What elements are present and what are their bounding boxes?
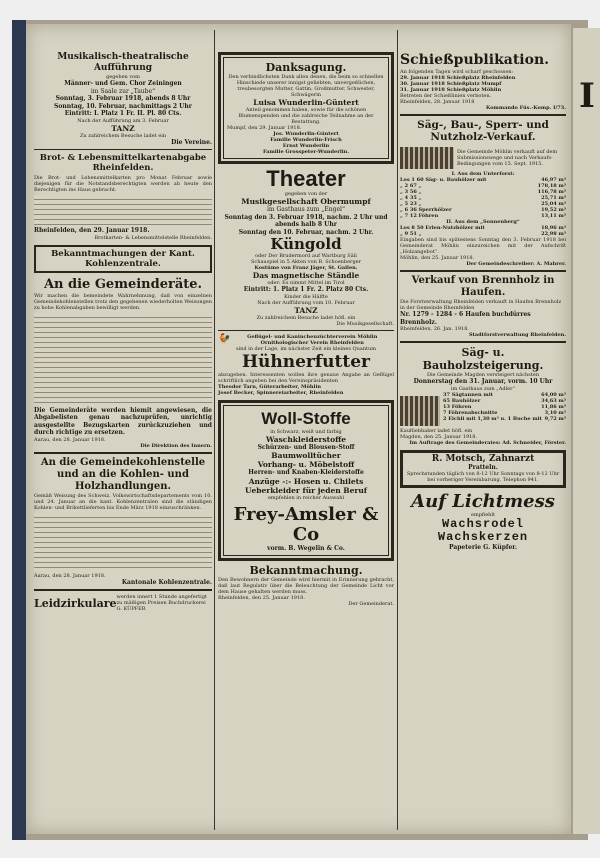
book-spine — [12, 20, 26, 840]
timber-sale-notice: Säg-, Bau-, Sperr- und Nutzholz-Verkauf. Die Gemeinde Möhlin verkauft auf dem Submissionswege und nach Verkaufs-Bedingungen vom 15. Sept. 1915. I. Aus dem Unterforst: Los 1 60 Säg- u. Bauhölzer mit 46,97 m³ „ 2 67 „ 178,18 m³ „ 3 56 „ 116,78 m³ „ 4 35 „ 25,71 m³ „ 5 23 „ 25,04 m³ „ 6 36 Sperrhölzer 19,52 m³ „ 7 12 Föhren 13,11 m³ II. Aus dem „Sonnenberg“ Los 8 50 Erlen-Nutzhölzer mit 18,96 m³ „ 9 51 „ 22,98 m³ Eingaben sind bis spätestens Sonntag den 3. Februar 1918 bei Gemeinderat Möhlin einzureichen mit der Aufschrift „Holzangebot“. Möhlin, den 25. Januar 1918. Der Gemeindeschreiber: A. Mahrer. — [400, 119, 566, 267]
shooting-notice: Schießpublikation. An folgenden Tagen wird scharf geschossen: 29. Januar 1918 Schießplatz Rheinfelden 30. Januar 1918 Schießplatz Mumpf 31. Januar 1918 Schießplatz Möhlin Betreten der Schießlinien verboten. Rheinfelden, 28. Januar 1918 Kommando Füs.-Komp. I/73. — [400, 52, 566, 111]
lot-row: „ 5 23 „ 25,04 m³ — [400, 201, 566, 207]
timber-lot-list — [400, 177, 566, 219]
funeral-circular-ad: Leidzirkulare werden innert 1 Stunde angefertigt zu mäßigen Preisen Buchdruckerei G. KÜPFER — [34, 594, 207, 612]
column-rule — [397, 30, 398, 830]
lot-row: „ 6 36 Sperrhölzer 19,52 m³ — [400, 207, 566, 213]
timber-lot-list — [400, 225, 566, 237]
thanks-notice: Danksagung. Den verbindlichsten Dank allen denen, die beim so schnellen Hinschiede unserer innigst geliebten, unvergeßlichen, treubesorgten Mutter, Gattin, Großmutter, Schwester, Schwägerin Luisa Wunderlin-Güntert Anteil genommen haben, sowie für die schönen Blumenspenden und die zahlreiche Teilnahme an der Bestattung. Mumpf, den 29. Januar 1918. Jos. Wunderlin-Güntert Familie Wunderlin-Frisch Ernst Wunderlin Familie Grosspeter-Wunderlin. — [218, 52, 394, 164]
music-ad: Musikalisch-theatralische Aufführung gegeben vom Männer- und Gem. Chor Zeiningen im Saale zur „Taube“ Sonntag, 3. Februar 1918, abends 8 Uhr Sonntag, 10. Februar, nachmittags 2 Uhr Eintritt: I. Platz 1 Fr. II. Pl. 80 Cts. Nach der Aufführung am 3. Februar TANZ Zu zahlreichem Besuche ladet ein Die Vereine. — [34, 52, 212, 146]
rooster-icon: 🐓 — [218, 334, 231, 345]
column-middle — [218, 30, 394, 607]
timber-auction-notice: Säg- u. Bauholzsteigerung. Die Gemeinde Magden versteigert nächsten Donnerstag den 31. Januar, vorm. 10 Uhr im Gasthaus zum „Adler“ 37 Sägtannen mit 64,00 m³ 65 Bauhölzer 34,63 m³ 13 Föhren 11,86 m³ 7 Föhrenabschnitte 3,10 m³ 2 Eichli mit 1,30 m³ u. 1 Buche mit 9,72 m³ Kaufliebhaber ladet höfl. ein Magden, den 25. Januar 1918. Im Auftrage des Gemeinderates: Ad. Schneider, Förster. — [400, 346, 566, 446]
lot-row: Los 8 50 Erlen-Nutzhölzer mit 18,96 m³ — [400, 225, 566, 231]
auction-lot-list — [443, 392, 566, 422]
lot-row: 37 Sägtannen mit 64,00 m³ — [443, 391, 566, 398]
timber-illustration — [400, 147, 454, 169]
next-page-edge: I — [573, 28, 600, 834]
lighting-notice: Bekanntmachung. Den Bewohnern der Gemeinde wird hiermit in Erinnerung gebracht, daß laut Regulativ über die Beleuchtung der Gemeinde Licht vor dem Hause gehalten werden muss. Rheinfelden, den 25. Januar 1918. Der Gemeinderat. — [218, 564, 394, 607]
chicken-feed-ad: 🐓 Geflügel- und Kaninchenzüchterverein Möhlin Ornithologischer Verein Rheinfelden sind in der Lage, im nächster Zeit ein kleines Quantum Hühnerfutter abzugeben. Interessenten wollen ihre genaue Angabe an Geflügel schriftlich angeben bei den Vereinspräsidenten Theodor Tarn, Güterarbeiter, Möhlin Josef Becker, Spinnereiarbeiter, Rheinfelden — [218, 333, 394, 396]
newspaper-page — [26, 24, 571, 834]
dentist-ad: R. Motsch, Zahnarzt Pratteln. Sprechstunden täglich von 8-12 Uhr Sonntags von 8-12 Uhr bei vorheriger Vereinbarung. Telephon 941. — [400, 450, 566, 489]
lot-row: „ 7 12 Föhren 13,11 m³ — [400, 213, 566, 219]
lot-row: „ 9 51 „ 22,98 m³ — [400, 231, 566, 237]
councils-notice: An die Gemeinderäte. Wir machen die bemeindete Wahrnehmung, daß von einzelnen Gemeindekohlenstellen trotz den gegebenen wiederholten Weisungen zu hohe Kohlenabgaben bewilligt werden. Die Gemeinderäte werden hiemit angewiesen, die Abgabelisten genau nachzuprüfen, unrichtig ausgestellte Bezugskarten zurückzuziehen und durch richtige zu ersetzen. Aarau, den 28. Januar 1918. Die Direktion des Innern. — [34, 276, 212, 449]
lot-row: 65 Bauhölzer 34,63 m³ — [443, 397, 566, 404]
lot-row: 13 Föhren 11,86 m³ — [443, 403, 566, 410]
theater-ad: Theater gegeben von der Musikgesellschaft Obermumpf im Gasthaus zum „Engel“ Sonntag den 3. Februar 1918, nachm. 2 Uhr und abends halb 8 Uhr Sonntag den 10. Februar, nachm. 2 Uhr. Küngold oder Der Brudermord auf Wartburg Säli Schauspiel in 5 Akten von B. Schoenberger Kostüme von Franz Jäger, St. Gallen. Das magnetische Ständle oder: Es nimmt Mittel im Tirol Eintritt: 1. Platz 1 Fr. 2. Platz 80 Cts. Kinder die Hälfte Nach der Aufführung vom 10. Februar TANZ Zu zahlreichem Besuche ladet höfl. ein Die Musikgesellschaft. — [224, 166, 394, 327]
column-rule — [214, 30, 215, 830]
candlemas-ad: Auf Lichtmess empfiehlt Wachsrodel Wachskerzen Papeterie G. Küpfer. — [411, 491, 555, 551]
lot-row: 7 Föhrenabschnitte 3,10 m³ — [443, 409, 566, 416]
music-title: Musikalisch-theatralische Aufführung — [57, 52, 189, 73]
lot-row: „ 3 56 „ 116,78 m³ — [400, 189, 566, 195]
coal-dealers-notice: An die Gemeindekohlenstelle und an die Kohlen- und Holzhandlungen. Gemäß Weisung des Schweiz. Volkswirtschaftsdepartements vom 10. und 24. Januar an die kant. Kohlenzentralen sind die ständigen Kohlen- und Brikettlieferten bis Ende März 1918 einzuschränken. Aarau, den 28. Januar 1918. Kantonale Kohlenzentrale. — [34, 456, 212, 586]
logs-illustration — [400, 396, 440, 426]
column-right — [400, 30, 566, 552]
column-left — [34, 30, 212, 612]
lot-row: Los 1 60 Säg- u. Bauhölzer mit 46,97 m³ — [400, 177, 566, 183]
lot-row: 2 Eichli mit 1,30 m³ u. 1 Buche mit 9,72 m³ — [443, 415, 566, 422]
coal-heading-box: Bekanntmachungen der Kant. Kohlenzentrale. — [34, 245, 212, 273]
lot-row: „ 2 67 „ 178,18 m³ — [400, 183, 566, 189]
wool-fabric-ad: Woll-Stoffe in Schwarz, weiß und farbig Waschkleiderstoffe Schürzen- und Blousen-Stoff Baumwolltücher Vorhang- u. Möbelstoff Herren- und Knaben-Kleiderstoffe Anzüge -:- Hosen u. Chilets Ueberkleider für jeden Beruf empfehlen in reicher Auswahl Frey-Amsler & Co vorm. B. Wegelin & Co. — [218, 400, 394, 562]
bread-card-notice: Brot- & Lebensmittelkartenabgabe Rheinfelden. Die Brot- und Lebensmittelkarten pro Monat Februar sowie diejenigen für die Notstandsberechtigten werden ab heute den Berechtigten ins Haus gebracht. Rheinfelden, den 29. Januar 1918. Brotkarten- & Lebensmittelstelle Rheinfelden. — [34, 153, 212, 241]
firewood-notice: Verkauf von Brennholz in Haufen. Die Forstverwaltung Rheinfelden verkauft in Haufen Brennholz in der Gemeinde Rheinfelden Nr. 1279 - 1284 - 6 Haufen buchdürres Brennholz. Rheinfelden, 26. Jan. 1918. Stadtforstverwaltung Rheinfelden. — [400, 275, 566, 338]
lot-row: „ 4 35 „ 25,71 m³ — [400, 195, 566, 201]
